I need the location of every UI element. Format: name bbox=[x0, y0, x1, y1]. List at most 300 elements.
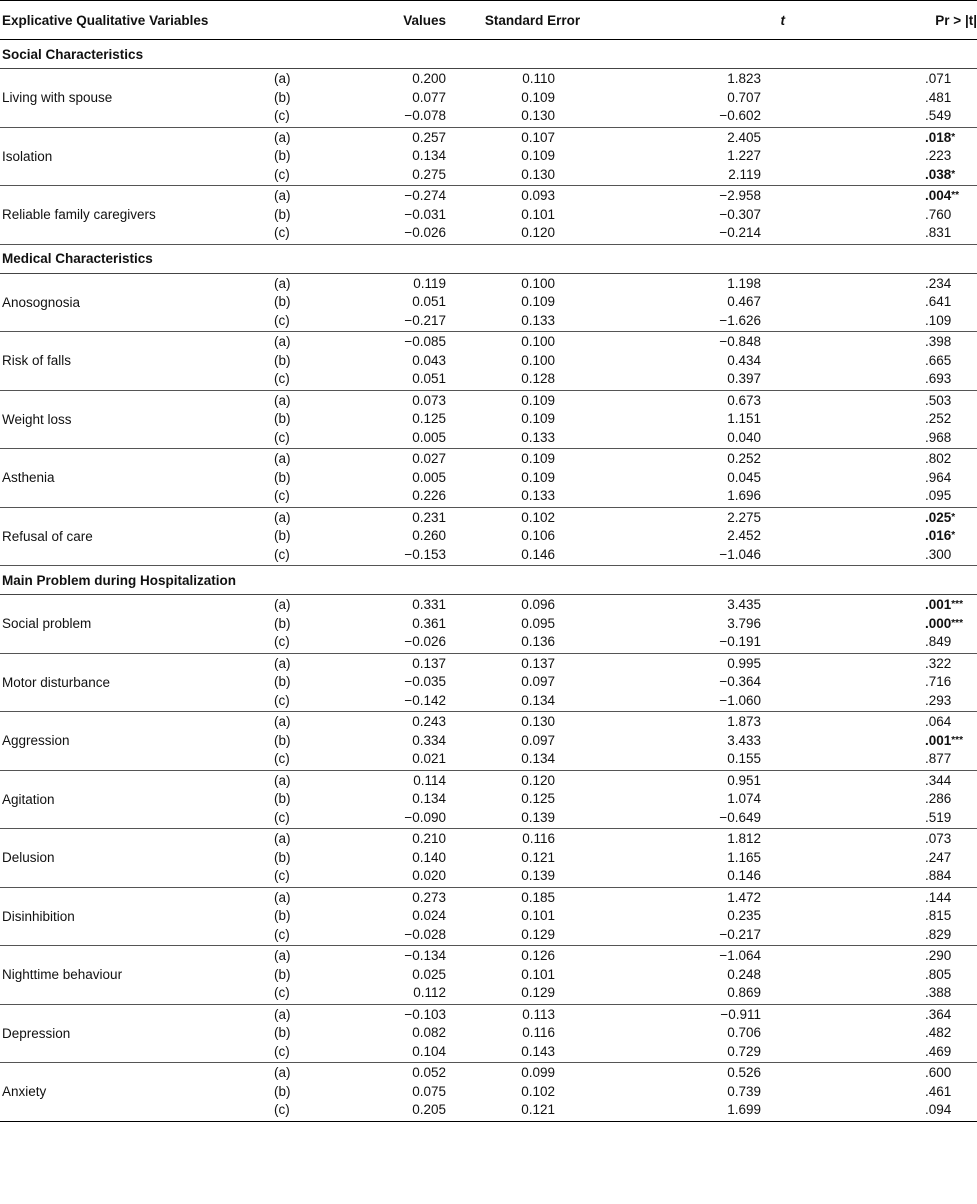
p-value: .364 bbox=[925, 1006, 952, 1022]
value-cell: 0.112 bbox=[413, 985, 446, 1000]
value-cell: 0.075 bbox=[412, 1083, 446, 1099]
t-cell: −0.364 bbox=[719, 674, 761, 689]
variable-group-row bbox=[0, 1004, 977, 1063]
t-cell: 0.235 bbox=[727, 908, 761, 923]
header-variables: Explicative Qualitative Variables bbox=[0, 1, 260, 40]
p-value-cell bbox=[795, 147, 977, 166]
subgroup-label: (b) bbox=[274, 1083, 291, 1099]
p-value: .469 bbox=[925, 1043, 952, 1059]
subgroup-label: (c) bbox=[274, 926, 290, 942]
subgroup-label: (b) bbox=[274, 206, 291, 222]
t-cell: 3.433 bbox=[727, 732, 761, 748]
std-error-cell: 0.133 bbox=[521, 488, 555, 503]
p-value-cell bbox=[795, 546, 977, 565]
subgroup-label: (a) bbox=[274, 509, 291, 525]
t-cell: 0.673 bbox=[727, 392, 761, 408]
value-cell: 0.043 bbox=[412, 352, 446, 368]
std-error-cell: 0.121 bbox=[521, 849, 555, 865]
p-value: .849 bbox=[925, 634, 952, 649]
variable-group-row bbox=[0, 770, 977, 829]
subgroup-label: (b) bbox=[274, 615, 291, 631]
p-value-cell bbox=[795, 1043, 977, 1062]
std-error-cell: 0.097 bbox=[521, 732, 555, 748]
variable-group-row bbox=[0, 712, 977, 771]
p-value-cell bbox=[795, 187, 977, 206]
p-value: .481 bbox=[925, 89, 952, 105]
p-value: .038 bbox=[925, 166, 952, 182]
subgroup-label: (a) bbox=[274, 451, 291, 466]
p-value: .094 bbox=[925, 1102, 952, 1117]
p-value: .290 bbox=[925, 948, 952, 963]
p-value: .025 bbox=[925, 509, 952, 525]
variable-name: Asthenia bbox=[0, 449, 260, 508]
subgroup-label: (c) bbox=[274, 868, 290, 883]
variable-group-row bbox=[0, 69, 977, 128]
value-cell: 0.020 bbox=[412, 868, 446, 883]
std-error-cell: 0.109 bbox=[521, 451, 555, 466]
t-cell: −0.307 bbox=[719, 206, 761, 222]
t-cell: 2.405 bbox=[727, 129, 761, 145]
p-value-cell bbox=[795, 772, 977, 791]
value-cell: 0.205 bbox=[412, 1102, 446, 1117]
p-value: .398 bbox=[925, 334, 952, 349]
t-cell: 0.040 bbox=[727, 429, 761, 445]
variable-group-row bbox=[0, 1063, 977, 1122]
subgroup-label: (a) bbox=[274, 831, 291, 846]
p-value-cell bbox=[795, 750, 977, 769]
value-cell: −0.153 bbox=[404, 546, 446, 562]
p-value-cell bbox=[795, 867, 977, 886]
subgroup-label: (c) bbox=[274, 692, 290, 708]
variable-group-row bbox=[0, 273, 977, 332]
t-cell: 1.823 bbox=[727, 71, 761, 86]
variable-name: Anosognosia bbox=[0, 273, 260, 332]
subgroup-label: (a) bbox=[274, 1006, 291, 1022]
subgroup-label: (a) bbox=[274, 772, 291, 788]
p-value: .693 bbox=[925, 371, 952, 386]
variable-group-row bbox=[0, 332, 977, 391]
value-cell: −0.085 bbox=[404, 334, 446, 349]
subgroup-label: (c) bbox=[274, 488, 290, 503]
p-value-cell bbox=[795, 1064, 977, 1083]
t-cell: 1.151 bbox=[727, 411, 761, 426]
subgroup-label: (c) bbox=[274, 985, 290, 1000]
p-value-cell bbox=[795, 129, 977, 148]
subgroup-label: (b) bbox=[274, 1025, 291, 1040]
p-value-cell bbox=[795, 655, 977, 674]
t-cell: −0.649 bbox=[719, 809, 761, 825]
std-error-cell: 0.101 bbox=[521, 908, 555, 923]
variable-name: Risk of falls bbox=[0, 332, 260, 391]
value-cell: 0.027 bbox=[412, 451, 446, 466]
subgroup-label: (b) bbox=[274, 352, 291, 368]
p-value: .549 bbox=[925, 108, 952, 123]
p-value-cell bbox=[795, 89, 977, 108]
p-value-cell bbox=[795, 615, 977, 634]
t-cell: 1.198 bbox=[727, 275, 761, 291]
p-value: .252 bbox=[925, 411, 952, 426]
t-cell: −1.046 bbox=[719, 546, 761, 562]
p-value-cell bbox=[795, 907, 977, 926]
value-cell: 0.077 bbox=[412, 89, 446, 105]
subgroup-label: (b) bbox=[274, 528, 291, 543]
subgroup-label: (b) bbox=[274, 849, 291, 865]
std-error-cell: 0.096 bbox=[521, 597, 555, 612]
std-error-cell: 0.139 bbox=[521, 868, 555, 883]
subgroup-label: (c) bbox=[274, 634, 290, 649]
significance-stars: * bbox=[951, 168, 956, 180]
p-value-cell bbox=[795, 713, 977, 732]
value-cell: 0.073 bbox=[412, 392, 446, 408]
p-value-cell bbox=[795, 429, 977, 448]
significance-stars: * bbox=[951, 511, 956, 523]
subgroup-label: (a) bbox=[274, 655, 291, 671]
p-value: .247 bbox=[925, 849, 952, 865]
value-cell: 0.273 bbox=[412, 889, 446, 905]
p-value: .095 bbox=[925, 488, 952, 503]
subgroup-label: (c) bbox=[274, 429, 290, 445]
value-cell: 0.134 bbox=[412, 148, 446, 163]
variable-group-row bbox=[0, 127, 977, 186]
p-value-cell bbox=[795, 966, 977, 985]
subgroup-label: (a) bbox=[274, 392, 291, 408]
std-error-cell: 0.109 bbox=[521, 469, 555, 485]
p-value-cell bbox=[795, 889, 977, 908]
std-error-cell: 0.130 bbox=[521, 166, 555, 182]
value-cell: −0.035 bbox=[404, 674, 446, 689]
variable-group-row bbox=[0, 946, 977, 1005]
p-value: .968 bbox=[925, 429, 952, 445]
std-error-cell: 0.095 bbox=[521, 615, 555, 631]
p-value-cell bbox=[795, 469, 977, 488]
p-value: .600 bbox=[925, 1065, 952, 1080]
p-value: .144 bbox=[925, 889, 952, 905]
std-error-cell: 0.129 bbox=[521, 985, 555, 1000]
subgroup-label: (a) bbox=[274, 188, 291, 203]
value-cell: 0.231 bbox=[412, 509, 446, 525]
variable-group-row bbox=[0, 887, 977, 946]
std-error-cell: 0.109 bbox=[521, 294, 555, 309]
subgroup-label: (c) bbox=[274, 371, 290, 386]
t-cell: −0.214 bbox=[719, 225, 761, 240]
t-cell: 2.275 bbox=[727, 509, 761, 525]
value-cell: 0.051 bbox=[412, 294, 446, 309]
value-cell: 0.200 bbox=[412, 71, 446, 86]
t-cell: 1.074 bbox=[727, 791, 761, 806]
p-value: .641 bbox=[925, 294, 952, 309]
value-cell: 0.104 bbox=[412, 1043, 446, 1059]
p-value: .016 bbox=[925, 528, 952, 543]
p-value-cell bbox=[795, 392, 977, 411]
p-value-cell bbox=[795, 692, 977, 711]
subgroup-label: (c) bbox=[274, 751, 290, 766]
value-cell: 0.025 bbox=[412, 966, 446, 982]
std-error-cell: 0.128 bbox=[521, 371, 555, 386]
value-cell: 0.226 bbox=[412, 488, 446, 503]
p-value: .388 bbox=[925, 985, 952, 1000]
value-cell: −0.274 bbox=[404, 188, 446, 203]
subgroup-label: (c) bbox=[274, 225, 290, 240]
std-error-cell: 0.129 bbox=[521, 926, 555, 942]
p-value-cell bbox=[795, 312, 977, 331]
std-error-cell: 0.126 bbox=[521, 948, 555, 963]
t-cell: 0.995 bbox=[727, 655, 761, 671]
t-cell: 0.146 bbox=[727, 868, 761, 883]
p-value: .815 bbox=[925, 908, 952, 923]
p-value: .802 bbox=[925, 451, 952, 466]
t-cell: 0.951 bbox=[727, 772, 761, 788]
header-p-value: Pr > |t| bbox=[795, 1, 977, 40]
subgroup-label: (b) bbox=[274, 294, 291, 309]
p-value-cell bbox=[795, 352, 977, 371]
header-standard-error: Standard Error bbox=[450, 1, 615, 40]
p-value-cell bbox=[795, 527, 977, 546]
value-cell: −0.217 bbox=[404, 312, 446, 328]
t-cell: 2.119 bbox=[728, 166, 761, 182]
std-error-cell: 0.102 bbox=[521, 1083, 555, 1099]
variable-name: Aggression bbox=[0, 712, 260, 771]
std-error-cell: 0.109 bbox=[521, 89, 555, 105]
subgroup-label: (c) bbox=[274, 809, 290, 825]
p-value-cell bbox=[795, 487, 977, 506]
std-error-cell: 0.101 bbox=[521, 966, 555, 982]
header-values: Values bbox=[300, 1, 450, 40]
subgroup-label: (a) bbox=[274, 1065, 291, 1080]
subgroup-label: (a) bbox=[274, 889, 291, 905]
subgroup-label: (c) bbox=[274, 546, 290, 562]
variable-name: Weight loss bbox=[0, 390, 260, 449]
t-cell: 0.397 bbox=[727, 371, 761, 386]
value-cell: 0.210 bbox=[412, 831, 446, 846]
t-cell: 1.812 bbox=[727, 831, 761, 846]
variable-name: Social problem bbox=[0, 595, 260, 654]
subgroup-label: (a) bbox=[274, 275, 291, 291]
p-value: .461 bbox=[925, 1083, 952, 1099]
subgroup-label: (a) bbox=[274, 597, 291, 612]
p-value-cell bbox=[795, 370, 977, 389]
std-error-cell: 0.116 bbox=[522, 1025, 555, 1040]
p-value-cell bbox=[795, 275, 977, 294]
subgroup-label: (b) bbox=[274, 966, 291, 982]
std-error-cell: 0.133 bbox=[521, 429, 555, 445]
value-cell: 0.082 bbox=[412, 1025, 446, 1040]
std-error-cell: 0.110 bbox=[522, 71, 555, 86]
variable-group-row bbox=[0, 653, 977, 712]
value-cell: 0.140 bbox=[412, 849, 446, 865]
value-cell: 0.260 bbox=[412, 528, 446, 543]
p-value-cell bbox=[795, 673, 977, 692]
t-cell: 1.696 bbox=[727, 488, 761, 503]
variable-name: Living with spouse bbox=[0, 69, 260, 128]
t-cell: −0.217 bbox=[719, 926, 761, 942]
section-row bbox=[0, 566, 977, 595]
table-body bbox=[0, 40, 977, 1122]
std-error-cell: 0.113 bbox=[522, 1006, 555, 1022]
subgroup-label: (a) bbox=[274, 334, 291, 349]
p-value-cell bbox=[795, 849, 977, 868]
subgroup-label: (a) bbox=[274, 948, 291, 963]
p-value: .223 bbox=[925, 148, 952, 163]
p-value: .716 bbox=[925, 674, 952, 689]
variable-group-row bbox=[0, 507, 977, 566]
t-cell: 0.045 bbox=[727, 469, 761, 485]
std-error-cell: 0.130 bbox=[521, 108, 555, 123]
std-error-cell: 0.125 bbox=[521, 791, 555, 806]
t-cell: 0.729 bbox=[727, 1043, 761, 1059]
value-cell: 0.331 bbox=[412, 597, 446, 612]
t-cell: 0.707 bbox=[727, 89, 761, 105]
header-subgroup bbox=[260, 1, 300, 40]
t-cell: 1.227 bbox=[727, 148, 761, 163]
t-cell: 3.435 bbox=[727, 597, 761, 612]
p-value: .001 bbox=[925, 732, 952, 748]
std-error-cell: 0.101 bbox=[521, 206, 555, 222]
p-value: .760 bbox=[925, 206, 952, 222]
subgroup-label: (c) bbox=[274, 108, 290, 123]
value-cell: 0.005 bbox=[412, 469, 446, 485]
t-cell: −2.958 bbox=[719, 188, 761, 203]
std-error-cell: 0.093 bbox=[521, 188, 555, 203]
value-cell: 0.134 bbox=[412, 791, 446, 806]
std-error-cell: 0.106 bbox=[521, 528, 555, 543]
subgroup-label: (b) bbox=[274, 732, 291, 748]
std-error-cell: 0.100 bbox=[521, 334, 555, 349]
p-value: .964 bbox=[925, 469, 952, 485]
subgroup-label: (c) bbox=[274, 1043, 290, 1059]
subgroup-label: (b) bbox=[274, 674, 291, 689]
p-value-cell bbox=[795, 809, 977, 828]
value-cell: 0.257 bbox=[412, 129, 446, 145]
p-value-cell bbox=[795, 509, 977, 528]
t-cell: −0.848 bbox=[719, 334, 761, 349]
t-cell: −1.064 bbox=[719, 948, 761, 963]
p-value-cell bbox=[795, 70, 977, 89]
value-cell: −0.142 bbox=[404, 692, 446, 708]
p-value-cell bbox=[795, 1024, 977, 1043]
std-error-cell: 0.134 bbox=[521, 692, 555, 708]
variable-name: Isolation bbox=[0, 127, 260, 186]
section-title: Medical Characteristics bbox=[0, 244, 977, 273]
t-cell: −0.191 bbox=[719, 634, 761, 649]
t-cell: −0.911 bbox=[720, 1006, 761, 1022]
subgroup-label: (b) bbox=[274, 791, 291, 806]
t-cell: −1.060 bbox=[719, 692, 761, 708]
value-cell: −0.090 bbox=[404, 809, 446, 825]
p-value: .344 bbox=[925, 772, 952, 788]
std-error-cell: 0.102 bbox=[521, 509, 555, 525]
p-value: .071 bbox=[925, 71, 952, 86]
variable-name: Depression bbox=[0, 1004, 260, 1063]
t-cell: 0.252 bbox=[727, 451, 761, 466]
variable-name: Refusal of care bbox=[0, 507, 260, 566]
subgroup-label: (c) bbox=[274, 1102, 290, 1117]
value-cell: −0.026 bbox=[404, 634, 446, 649]
std-error-cell: 0.109 bbox=[521, 392, 555, 408]
p-value-cell bbox=[795, 450, 977, 469]
std-error-cell: 0.146 bbox=[521, 546, 555, 562]
t-cell: 0.739 bbox=[727, 1083, 761, 1099]
value-cell: 0.114 bbox=[413, 772, 446, 788]
value-cell: 0.125 bbox=[412, 411, 446, 426]
t-cell: 0.248 bbox=[727, 966, 761, 982]
p-value: .665 bbox=[925, 352, 952, 368]
std-error-cell: 0.100 bbox=[521, 275, 555, 291]
p-value-cell bbox=[795, 596, 977, 615]
value-cell: 0.361 bbox=[412, 615, 446, 631]
subgroup-label: (a) bbox=[274, 714, 291, 729]
significance-stars: * bbox=[951, 131, 956, 143]
p-value: .001 bbox=[925, 597, 952, 612]
p-value: .805 bbox=[925, 966, 952, 982]
p-value: .829 bbox=[925, 926, 952, 942]
p-value-cell bbox=[795, 947, 977, 966]
t-cell: 1.699 bbox=[727, 1102, 761, 1117]
p-value: .503 bbox=[925, 392, 952, 408]
p-value: .300 bbox=[925, 546, 952, 562]
variable-group-row bbox=[0, 829, 977, 888]
std-error-cell: 0.116 bbox=[522, 831, 555, 846]
std-error-cell: 0.109 bbox=[521, 411, 555, 426]
significance-stars: * bbox=[951, 530, 956, 541]
p-value: .064 bbox=[925, 714, 952, 729]
value-cell: 0.024 bbox=[412, 908, 446, 923]
subgroup-label: (b) bbox=[274, 411, 291, 426]
value-cell: 0.052 bbox=[412, 1065, 446, 1080]
t-cell: 0.869 bbox=[727, 985, 761, 1000]
t-cell: 0.434 bbox=[727, 352, 761, 368]
t-cell: 0.706 bbox=[727, 1025, 761, 1040]
variable-group-row bbox=[0, 390, 977, 449]
section-title: Social Characteristics bbox=[0, 40, 977, 69]
p-value: .519 bbox=[925, 809, 952, 825]
p-value: .884 bbox=[925, 868, 952, 883]
significance-stars: *** bbox=[951, 734, 963, 746]
value-cell: −0.026 bbox=[404, 225, 446, 240]
p-value: .109 bbox=[925, 312, 952, 328]
p-value-cell bbox=[795, 633, 977, 652]
value-cell: −0.031 bbox=[404, 206, 446, 222]
std-error-cell: 0.107 bbox=[521, 129, 555, 145]
std-error-cell: 0.130 bbox=[521, 714, 555, 729]
std-error-cell: 0.143 bbox=[521, 1043, 555, 1059]
subgroup-label: (a) bbox=[274, 71, 291, 86]
t-cell: 1.472 bbox=[727, 889, 761, 905]
p-value-cell bbox=[795, 206, 977, 225]
variable-name: Agitation bbox=[0, 770, 260, 829]
p-value: .286 bbox=[925, 791, 952, 806]
p-value: .000 bbox=[925, 615, 952, 631]
variable-group-row bbox=[0, 449, 977, 508]
std-error-cell: 0.100 bbox=[521, 352, 555, 368]
p-value: .877 bbox=[925, 751, 952, 766]
significance-stars: ** bbox=[951, 190, 960, 201]
subgroup-label: (c) bbox=[274, 312, 290, 328]
value-cell: 0.275 bbox=[412, 166, 446, 182]
p-value: .831 bbox=[925, 225, 952, 240]
p-value: .073 bbox=[925, 831, 952, 846]
std-error-cell: 0.136 bbox=[521, 634, 555, 649]
t-cell: 2.452 bbox=[727, 528, 761, 543]
p-value: .018 bbox=[925, 129, 952, 145]
std-error-cell: 0.134 bbox=[521, 751, 555, 766]
t-cell: 0.526 bbox=[727, 1065, 761, 1080]
t-cell: 3.796 bbox=[727, 615, 761, 631]
p-value-cell bbox=[795, 732, 977, 751]
p-value-cell bbox=[795, 1006, 977, 1025]
p-value-cell bbox=[795, 790, 977, 809]
p-value: .004 bbox=[925, 188, 952, 203]
value-cell: 0.051 bbox=[412, 371, 446, 386]
